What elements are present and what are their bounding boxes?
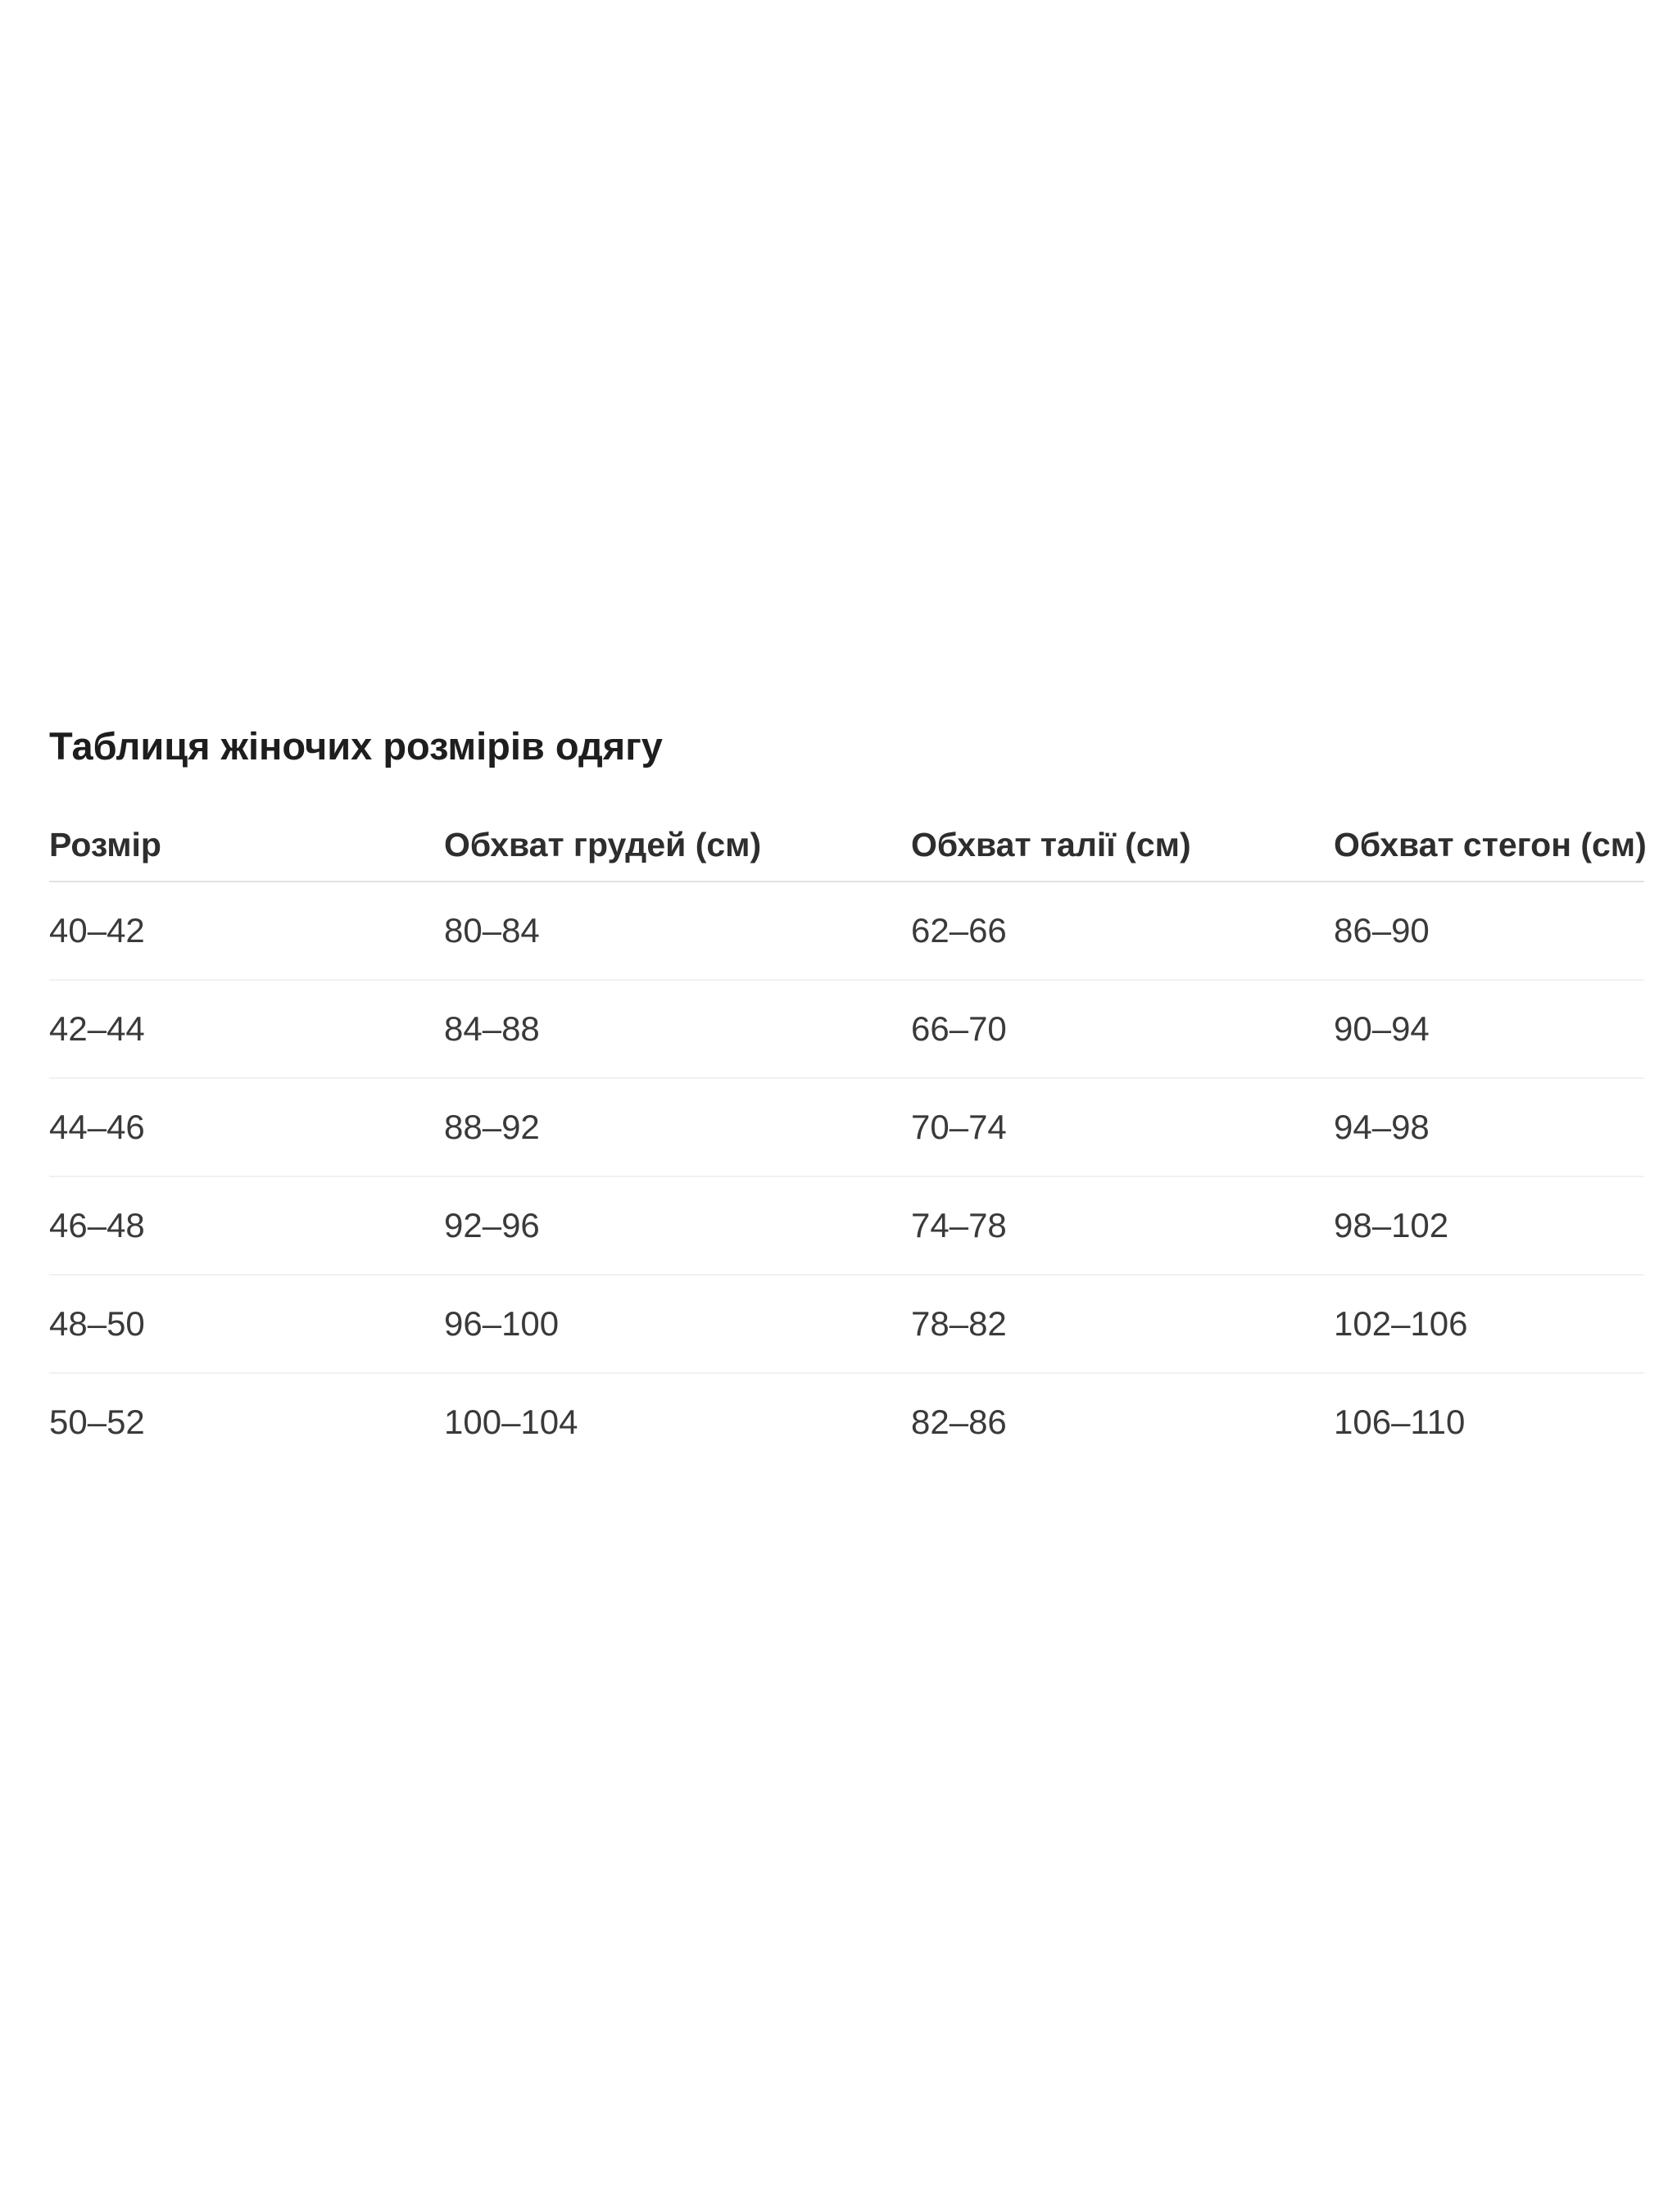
table-cell-size: 40–42 <box>49 882 444 980</box>
table-cell-size: 50–52 <box>49 1403 145 1441</box>
table-cell-chest: 100–104 <box>444 1403 578 1441</box>
column-header-waist: Обхват талії (см) <box>911 782 1334 882</box>
table-cell-size: 42–44 <box>49 980 444 1078</box>
table-cell-chest: 92–96 <box>444 1176 911 1275</box>
table-cell-chest: 80–84 <box>444 882 911 980</box>
table-cell-waist: 74–78 <box>911 1176 1334 1275</box>
table-row <box>49 882 1644 980</box>
table-cell-size: 48–50 <box>49 1275 444 1373</box>
table-cell-chest: 88–92 <box>444 1078 911 1176</box>
table-row <box>49 980 1644 1078</box>
header-row <box>49 782 1644 882</box>
table-cell-hips: 102–106 <box>1334 1275 1644 1373</box>
column-header-hips: Обхват стегон (см) <box>1334 782 1644 882</box>
column-header-chest: Обхват грудей (см) <box>444 782 911 882</box>
table-row <box>49 1176 1644 1275</box>
table-cell-hips: 86–90 <box>1334 882 1644 980</box>
table-row <box>49 1078 1644 1176</box>
column-header-size: Розмір <box>49 782 444 882</box>
table-cell-waist: 70–74 <box>911 1078 1334 1176</box>
size-table <box>49 782 1647 1471</box>
table-cell-size: 46–48 <box>49 1176 444 1275</box>
table-cell-hips: 106–110 <box>1334 1403 1466 1441</box>
page-title: Таблиця жіночих розмірів одягу <box>49 724 663 768</box>
size-table-body <box>49 882 1644 1471</box>
table-cell-waist: 62–66 <box>911 882 1334 980</box>
table-row <box>49 1373 1644 1471</box>
table-cell-waist: 66–70 <box>911 980 1334 1078</box>
table-cell-waist: 78–82 <box>911 1275 1334 1373</box>
table-cell-waist: 82–86 <box>911 1403 1007 1441</box>
table-cell-hips: 98–102 <box>1334 1176 1644 1275</box>
table-cell-hips: 90–94 <box>1334 980 1644 1078</box>
table-row <box>49 1275 1644 1373</box>
table-cell-hips: 94–98 <box>1334 1078 1644 1176</box>
size-table-header <box>49 782 1647 882</box>
table-cell-chest: 84–88 <box>444 980 911 1078</box>
table-cell-size: 44–46 <box>49 1078 444 1176</box>
table-cell-chest: 96–100 <box>444 1275 911 1373</box>
